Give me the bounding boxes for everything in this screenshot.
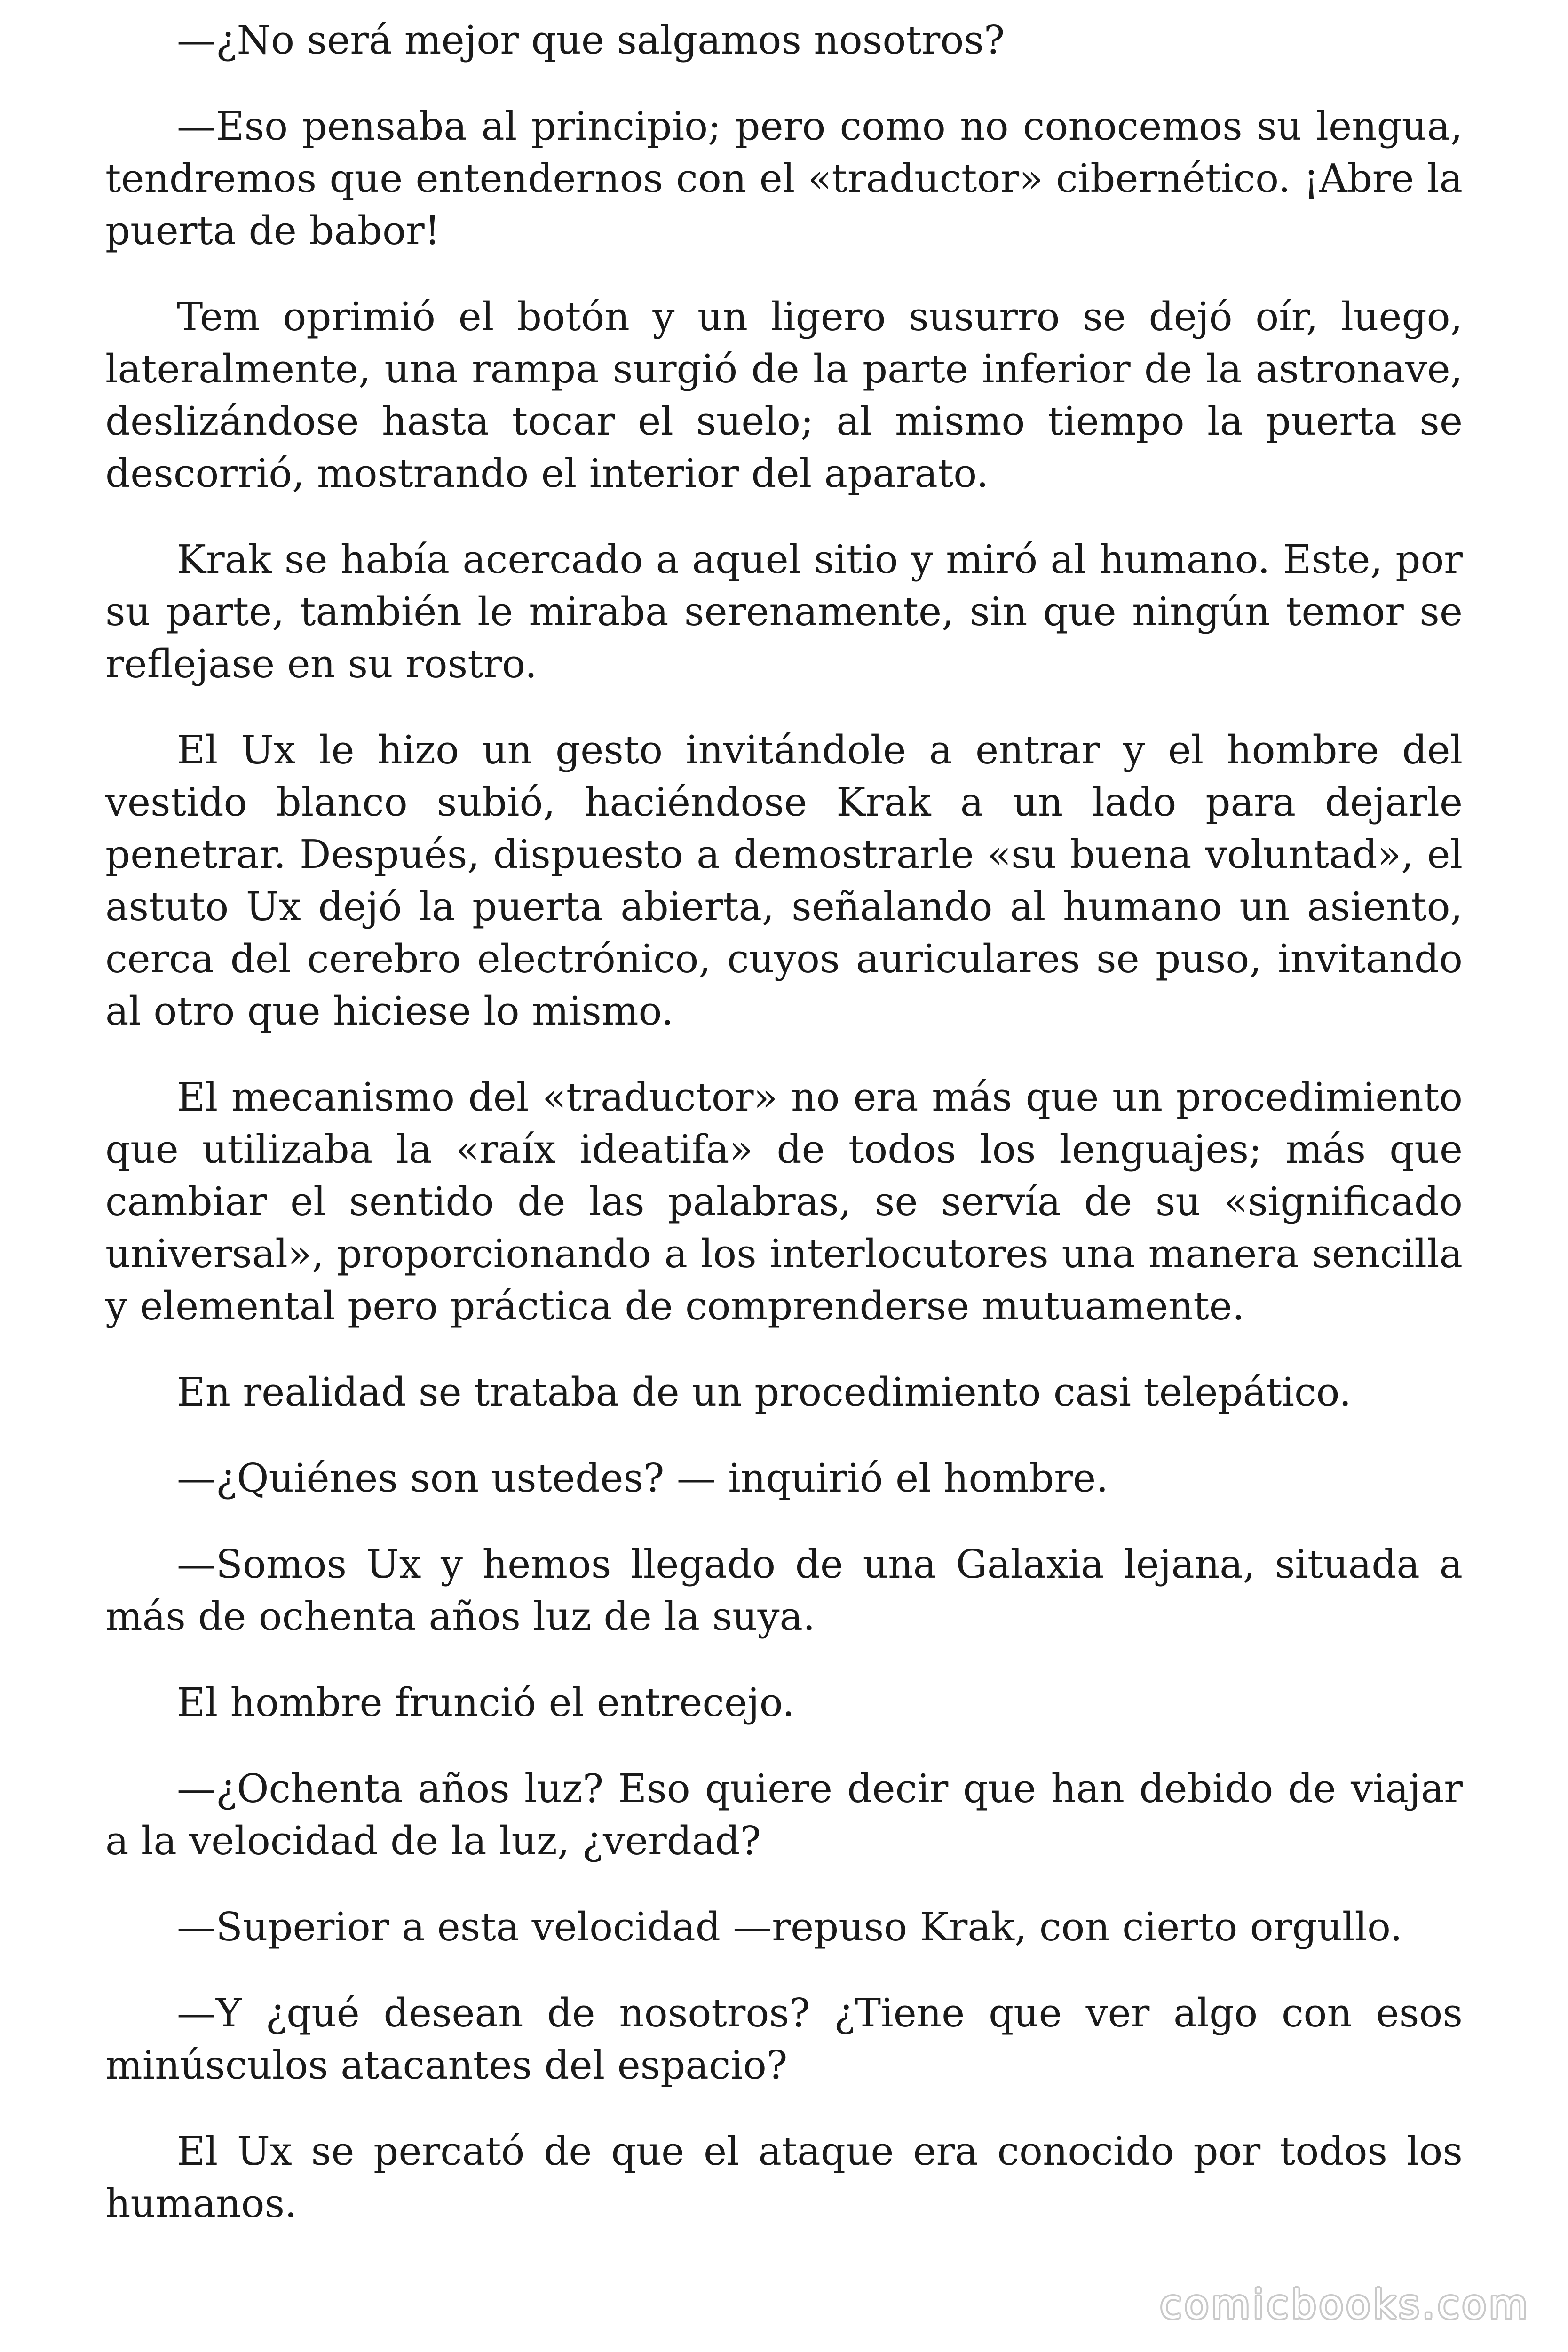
watermark: comicbooks.com (1160, 2281, 1530, 2328)
paragraph: El Ux se percató de que el ataque era conocido por todos los humanos. (105, 2129, 1463, 2226)
paragraph: —Superior a esta velocidad —repuso Krak, con cierto orgullo. (177, 1904, 1402, 1950)
paragraph: —Eso pensaba al principio; pero como no conocemos su lengua, tendremos que entendernos con el «traductor» cibernético. ¡Abre la puerta de babor! (105, 103, 1463, 254)
paragraph: Tem oprimió el botón y un ligero susurro se dejó oír, luego, lateralmente, una rampa surgió de la parte inferior de la astronave, deslizándose hasta tocar el suelo; al mismo tiempo la puerta se descorrió, mostrando el interior del aparato. (105, 294, 1463, 496)
paragraph: —Y ¿qué desean de nosotros? ¿Tiene que ver algo con esos minúsculos atacantes del espacio? (105, 1990, 1463, 2088)
paragraph: —¿Quiénes son ustedes? — inquirió el hombre. (177, 1455, 1109, 1501)
paragraph: —¿No será mejor que salgamos nosotros? (177, 17, 1005, 63)
paragraph: El mecanismo del «traductor» no era más que un procedimiento que utilizaba la «raíx ideatifa» de todos los lenguajes; más que cambiar el sentido de las palabras, se servía de su «significado universal», proporcionando a los interlocutores una manera sencilla y elemental pero práctica de comprenderse mutuamente. (105, 1074, 1463, 1329)
paragraph: El hombre frunció el entrecejo. (177, 1680, 795, 1725)
paragraph: El Ux le hizo un gesto invitándole a entrar y el hombre del vestido blanco subió, haciéndose Krak a un lado para dejarle penetrar. Después, dispuesto a demostrarle «su buena voluntad», el astuto Ux dejó la puerta abierta, señalando al humano un asiento, cerca del cerebro electrónico, cuyos auriculares se puso, invitando al otro que hiciese lo mismo. (105, 727, 1463, 1034)
book-page (105, 14, 1463, 2264)
paragraph: —Somos Ux y hemos llegado de una Galaxia lejana, situada a más de ochenta años luz de la suya. (105, 1542, 1463, 1639)
paragraph: Krak se había acercado a aquel sitio y miró al humano. Este, por su parte, también le miraba serenamente, sin que ningún temor se reflejase en su rostro. (105, 537, 1463, 687)
paragraph: En realidad se trataba de un procedimiento casi telepático. (177, 1369, 1352, 1415)
paragraph: —¿Ochenta años luz? Eso quiere decir que han debido de viajar a la velocidad de la luz, ¿verdad? (105, 1766, 1463, 1864)
